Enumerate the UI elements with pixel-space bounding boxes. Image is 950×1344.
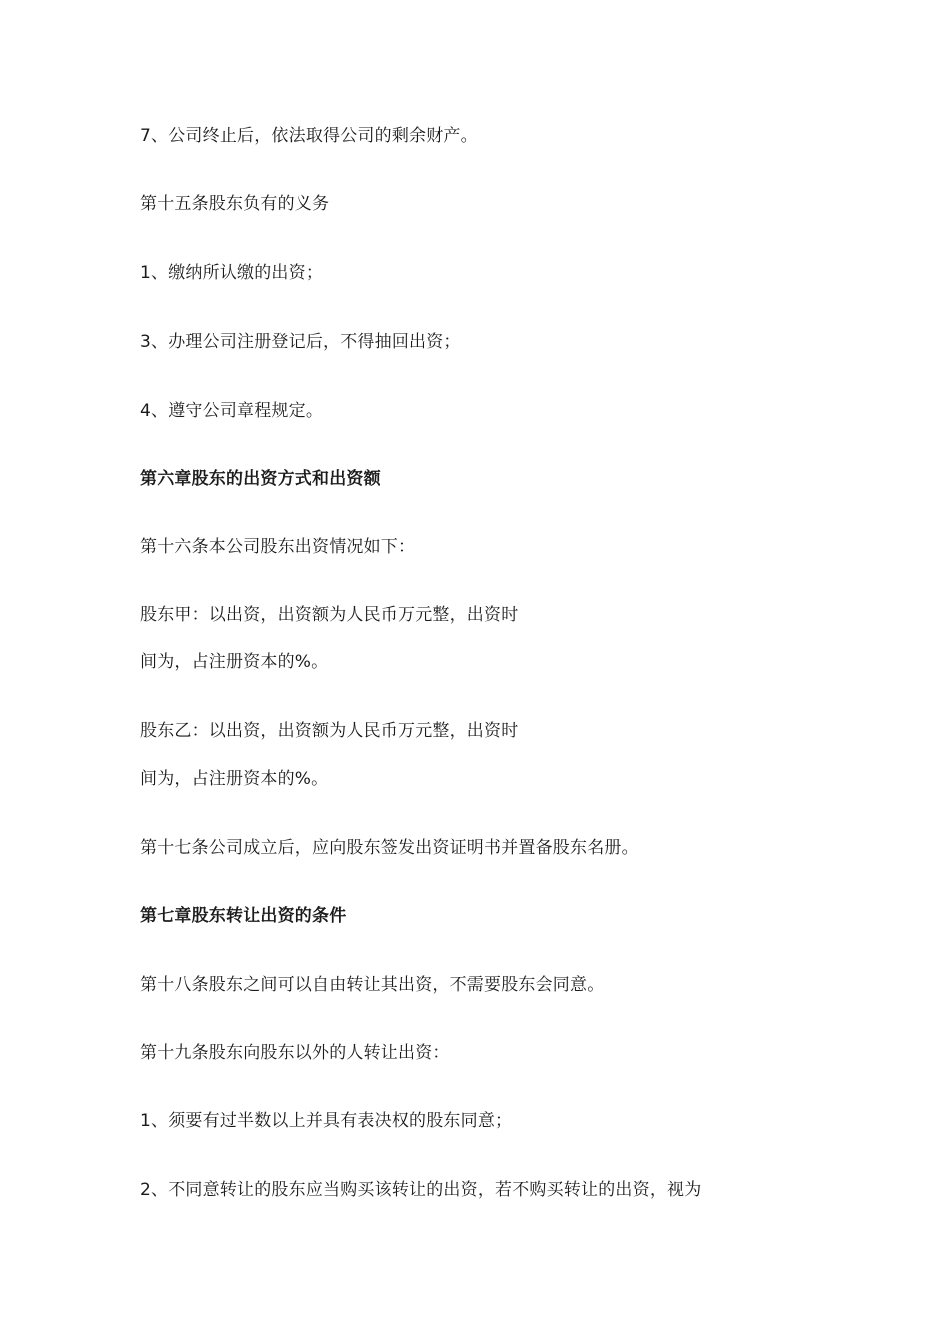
paragraph-article-15-heading: 第十五条股东负有的义务 xyxy=(140,194,330,214)
paragraph-article-17: 第十七条公司成立后，应向股东签发出资证明书并置备股东名册。 xyxy=(140,838,639,858)
paragraph-shareholder-a-line-1: 股东甲：以出资，出资额为人民币万元整，出资时 xyxy=(140,605,519,625)
paragraph-shareholder-b-line-1: 股东乙：以出资，出资额为人民币万元整，出资时 xyxy=(140,721,519,741)
paragraph-article-15-item-4: 4、遵守公司章程规定。 xyxy=(140,401,324,421)
paragraph-article-19: 第十九条股东向股东以外的人转让出资： xyxy=(140,1043,450,1063)
paragraph-article-19-item-2: 2、不同意转让的股东应当购买该转让的出资，若不购买转让的出资，视为 xyxy=(140,1180,702,1200)
paragraph-shareholder-b-line-2: 间为，占注册资本的%。 xyxy=(140,769,329,789)
paragraph-article-14-item-7: 7、公司终止后，依法取得公司的剩余财产。 xyxy=(140,126,478,146)
paragraph-article-15-item-1: 1、缴纳所认缴的出资； xyxy=(140,263,324,283)
paragraph-article-15-item-3: 3、办理公司注册登记后，不得抽回出资； xyxy=(140,332,461,352)
paragraph-article-16: 第十六条本公司股东出资情况如下： xyxy=(140,537,416,557)
paragraph-article-19-item-1: 1、须要有过半数以上并具有表决权的股东同意； xyxy=(140,1111,513,1131)
paragraph-shareholder-a-line-2: 间为，占注册资本的%。 xyxy=(140,652,329,672)
paragraph-article-18: 第十八条股东之间可以自由转让其出资，不需要股东会同意。 xyxy=(140,975,605,995)
chapter-7-heading: 第七章股东转让出资的条件 xyxy=(140,906,347,926)
chapter-6-heading: 第六章股东的出资方式和出资额 xyxy=(140,469,381,489)
